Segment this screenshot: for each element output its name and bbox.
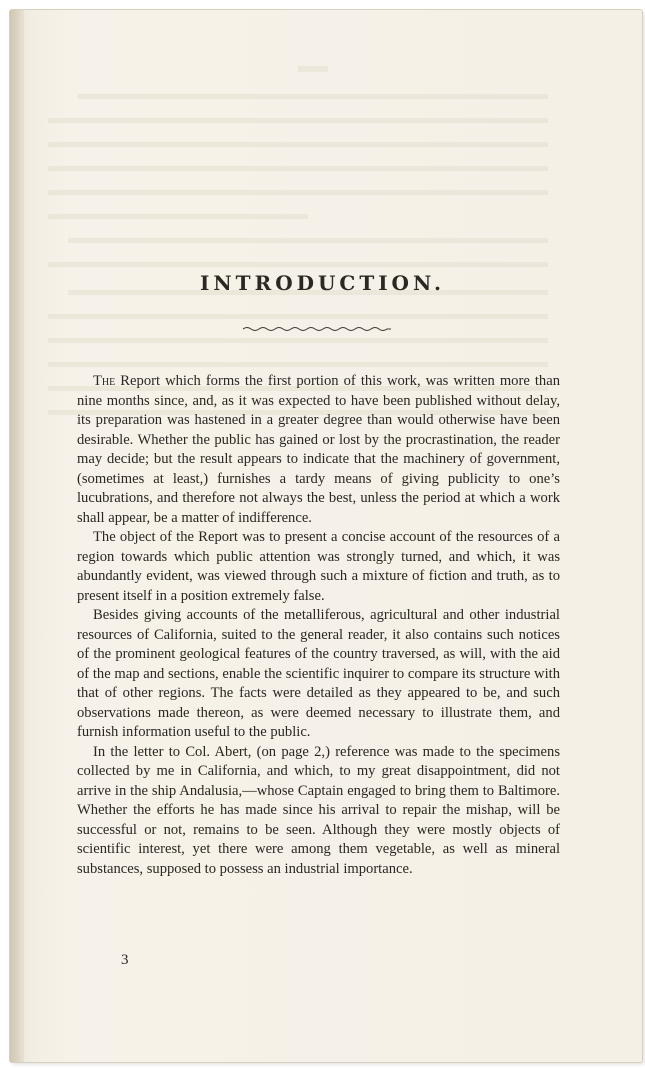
- body-text: [77, 372, 560, 879]
- paragraph: [77, 606, 560, 743]
- title-ornament-rule: [243, 326, 391, 332]
- paragraph-text: The object of the Report was to present a concise account of the resources of a region towards which public attention was strongly turned, and which, it was abundantly evident, was viewed through such a mixture of fiction and truth, as to present itself in a position extremely false.: [77, 529, 560, 604]
- paragraph: [77, 372, 560, 528]
- paragraph-text: Report which forms the first portion of this work, was written more than nine months since, and, as it was expected to have been published without delay, its preparation was hastened in a greater degree than would otherwise have been desirable. Whether the public has gained or lost by the procrastination, the reader may decide; but the result appears to indicate that the machinery of government, (sometimes at least,) furnishes a tardy means of giving publicity to one’s lucubrations, and therefore not always the best, unless the period at which a work shall appear, be a matter of indifference.: [77, 373, 560, 526]
- paragraph-text: In the letter to Col. Abert, (on page 2,) reference was made to the specimens collected by me in California, and which, to my great disappointment, did not arrive in the ship Andalusia,—whose Captain engaged to bring them to Baltimore. Whether the efforts he has made since his arrival to repair the mishap, will be successful or not, remains to be seen. Although they were mostly objects of scientific interest, yet there were among them vegetable, as well as mineral substances, supposed to possess an industrial importance.: [77, 743, 560, 877]
- chapter-title: INTRODUCTION.: [200, 271, 445, 296]
- paragraph: [77, 743, 560, 880]
- paragraph-text: Besides giving accounts of the metalliferous, agricultural and other industrial resources of California, suited to the general reader, it also contains such notices of the prominent geological features of the country traversed, as will, with the aid of the map and sections, enable the scientific inquirer to compare its structure with that of other regions. The facts were detailed as they appeared to be, and such observations made thereon, as were deemed necessary to illustrate them, and furnish information useful to the public.: [77, 607, 560, 740]
- page-number: 3: [121, 952, 129, 968]
- page-spine-shadow: [10, 10, 24, 1062]
- paragraph: [77, 528, 560, 606]
- paragraph-lead-word: The: [93, 373, 116, 389]
